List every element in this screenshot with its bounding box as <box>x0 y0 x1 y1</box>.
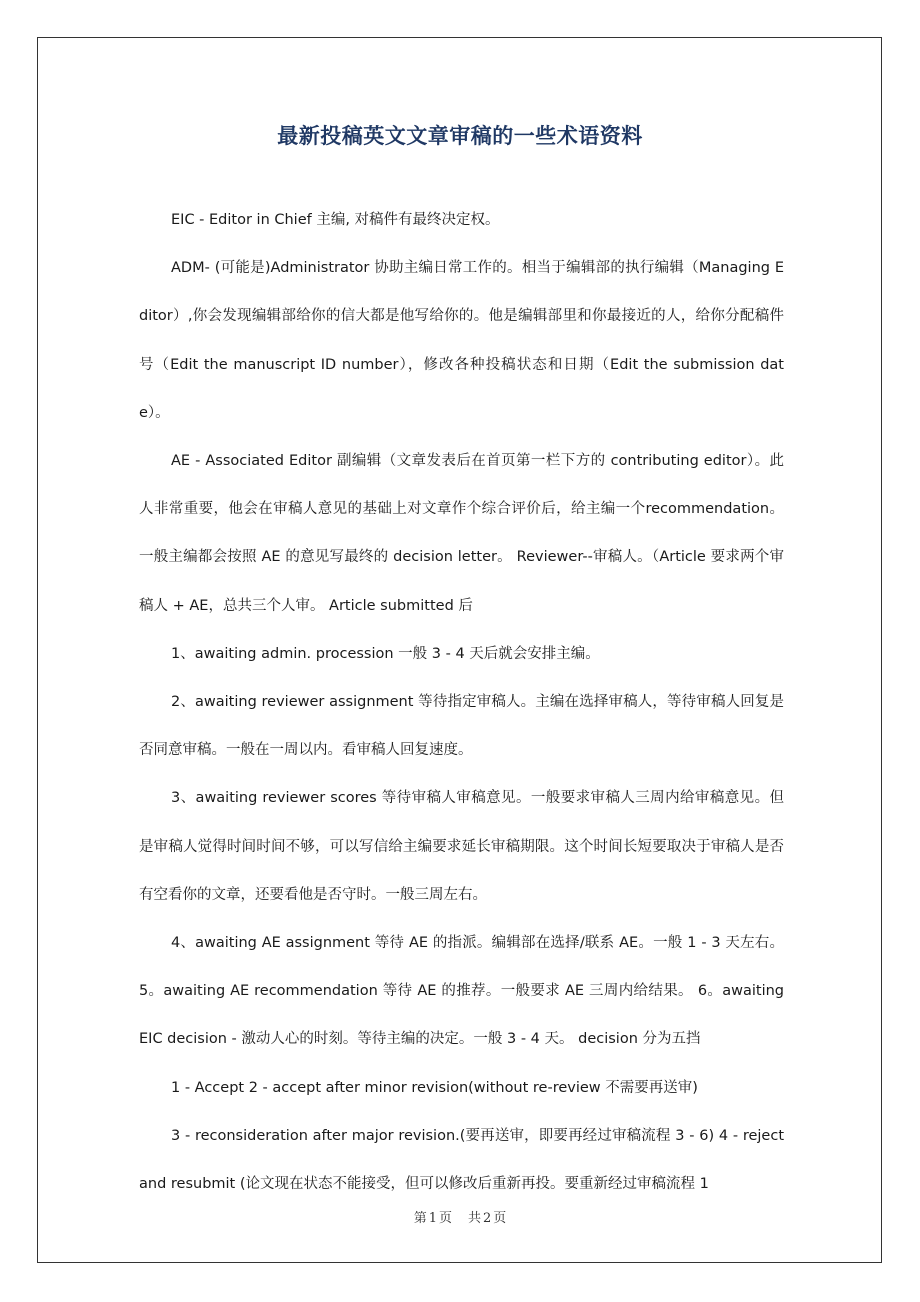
footer-page-unit: 页 <box>438 1211 452 1226</box>
paragraph-step-3: 3、awaiting reviewer scores 等待审稿人审稿意见。一般要求审稿人三周内给审稿意见。但是审稿人觉得时间时间不够，可以写信给主编要求延长审稿期限。这个时间长短要取决于审稿人是否有空看你的文章，还要看他是否守时。一般三周左右。 <box>139 790 784 903</box>
footer-total-unit: 页 <box>493 1211 507 1226</box>
paragraph-step-1: 1、awaiting admin. procession 一般 3 - 4 天后就会安排主编。 <box>171 645 600 662</box>
footer-page-prefix: 第 <box>413 1211 427 1226</box>
footer-page-total: 2 <box>483 1211 492 1226</box>
document-body <box>139 196 784 1208</box>
document-title: 最新投稿英文文章审稿的一些术语资料 <box>277 124 643 148</box>
paragraph-step-4-6: 4、awaiting AE assignment 等待 AE 的指派。编辑部在选择/联系 AE。一般 1 - 3 天左右。5。awaiting AE recommendation 等待 AE 的推荐。一般要求 AE 三周内给结果。 6。awaiting EIC decision - 激动人心的时刻。等待主编的决定。一般 3 - 4 天。 decision 分为五挡 <box>139 935 784 1048</box>
paragraph-step-2: 2、awaiting reviewer assignment 等待指定审稿人。主编在选择审稿人，等待审稿人回复是否同意审稿。一般在一周以内。看审稿人回复速度。 <box>139 694 784 759</box>
page-footer <box>0 1207 920 1226</box>
paragraph-decision-3-4: 3 - reconsideration after major revision.(要再送审，即要再经过审稿流程 3 - 6) 4 - reject and resubmit (论文现在状态不能接受，但可以修改后重新再投。要重新经过审稿流程 1 <box>139 1127 784 1193</box>
paragraph-decision-1-2: 1 - Accept 2 - accept after minor revision(without re-review 不需要再送审) <box>171 1079 698 1096</box>
paragraph-adm: ADM- (可能是)Administrator 协助主编日常工作的。相当于编辑部的执行编辑（Managing Editor）,你会发现编辑部给你的信大都是他写给你的。他是编辑部里和你最接近的人，给你分配稿件号（Edit the manuscript ID number），修改各种投稿状态和日期（Edit the submission date）。 <box>139 260 784 421</box>
footer-total-prefix: 共 <box>468 1211 482 1226</box>
footer-page-current: 1 <box>428 1211 437 1226</box>
paragraph-ae: AE - Associated Editor 副编辑（文章发表后在首页第一栏下方的 contributing editor）。此人非常重要，他会在审稿人意见的基础上对文章作个综合评价后，给主编一个recommendation。一般主编都会按照 AE 的意见写最终的 decision letter。 Reviewer--审稿人。（Article 要求两个审稿人 + AE，总共三个人审。 Article submitted 后 <box>139 453 784 614</box>
paragraph-eic: EIC - Editor in Chief 主编, 对稿件有最终决定权。 <box>171 212 500 228</box>
